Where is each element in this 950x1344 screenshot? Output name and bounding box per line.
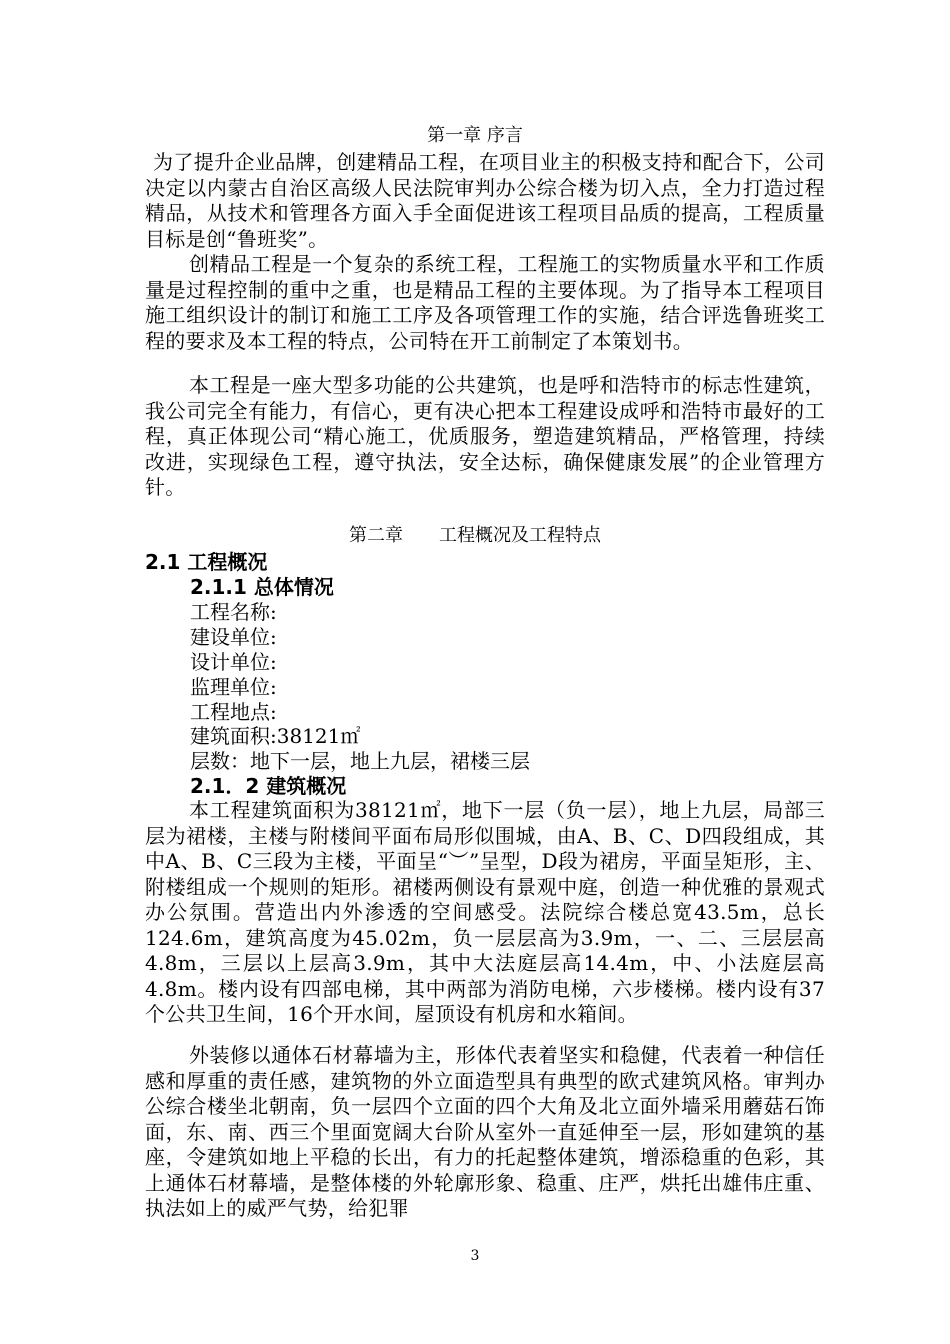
field-project-name: 工程名称:: [190, 600, 277, 624]
chapter-1-paragraph: 为了提升企业品牌，创建精品工程，在项目业主的积极支持和配合下，公司决定以内蒙古自治区高级人民法院审判办公综合楼为切入点，全力打造过程精品，从技术和管理各方面入手全面促进该工程项目品质的提高，工程质量目标是创“鲁班奖”。: [145, 150, 825, 251]
chapter-1-title: 第一章 序言: [427, 125, 523, 146]
chapter-2-paragraph: 外装修以通体石材幕墙为主，形体代表着坚实和稳健，代表着一种信任感和厚重的责任感，建筑物的外立面造型具有典型的欧式建筑风格。审判办公综合楼坐北朝南，负一层四个立面的四个大角及北立面外墙采用蘑菇石饰面，东、南、西三个里面宽阔大台阶从室外一直延伸至一层，形如建筑的基座，令建筑如地上平稳的长出，有力的托起整体建筑，增添稳重的色彩，其上通体石材幕墙，是整体楼的外轮廓形象、稳重、庄严，烘托出雄伟庄重、执法如上的威严气势，给犯罪: [145, 1043, 825, 1220]
field-area: 建筑面积:38121㎡: [190, 724, 361, 748]
field-designer: 设计单位:: [190, 650, 277, 674]
field-location: 工程地点:: [190, 700, 277, 724]
chapter-1-paragraph: 创精品工程是一个复杂的系统工程，工程施工的实物质量水平和工作质量是过程控制的重中之重，也是精品工程的主要体现。为了指导本工程项目施工组织设计的制订和施工工序及各项管理工作的实施，结合评选鲁班奖工程的要求及本工程的特点，公司特在开工前制定了本策划书。: [145, 252, 825, 353]
field-floors: 层数：地下一层，地上九层，裙楼三层: [190, 749, 530, 773]
subsection-heading: 2.1．2 建筑概况: [190, 774, 347, 798]
subsection-heading: 2.1.1 总体情况: [190, 575, 334, 599]
field-owner: 建设单位:: [190, 625, 277, 649]
section-heading: 2.1 工程概况: [145, 550, 268, 574]
chapter-2-title: 第二章 工程概况及工程特点: [349, 525, 601, 546]
chapter-1-paragraph: 本工程是一座大型多功能的公共建筑，也是呼和浩特市的标志性建筑，我公司完全有能力，有信心，更有决心把本工程建设成呼和浩特市最好的工程，真正体现公司“精心施工，优质服务，塑造建筑精品，严格管理，持续改进，实现绿色工程，遵守执法，安全达标，确保健康发展”的企业管理方针。: [145, 373, 825, 499]
page-number: 3: [470, 1248, 480, 1264]
field-supervisor: 监理单位:: [190, 675, 277, 699]
chapter-2-paragraph: 本工程建筑面积为38121㎡，地下一层（负一层），地上九层，局部三层为裙楼，主楼与附楼间平面布局形似围城，由A、B、C、D四段组成，其中A、B、C三段为主楼，平面呈“︶”呈型，D段为裙房，平面呈矩形，主、附楼组成一个规则的矩形。裙楼两侧设有景观中庭，创造一种优雅的景观式办公氛围。营造出内外渗透的空间感受。法院综合楼总宽43.5m，总长124.6m，建筑高度为45.02m，负一层层高为3.9m，一、二、三层层高4.8m，三层以上层高3.9m，其中大法庭层高14.4m，中、小法庭层高4.8m。楼内设有四部电梯，其中两部为消防电梯，六步楼梯。楼内设有37个公共卫生间，16个开水间，屋顶设有机房和水箱间。: [145, 798, 825, 1026]
